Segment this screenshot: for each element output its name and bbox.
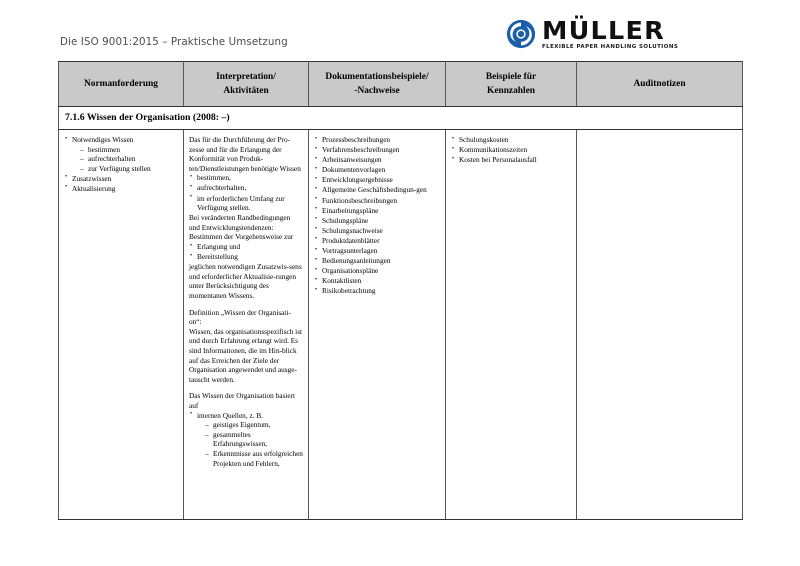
list-item: • Schulungskosten [451, 135, 571, 145]
interpretation-paragraph-3: jeglichen notwendigen Zusatzwis-sens und erforderlicher Aktualisie-rungen unter Berücksichtigung des momentanen Wissens. [189, 262, 302, 300]
paragraph-spacer [189, 384, 303, 391]
list-item: • Schulungsnachweise [314, 226, 440, 236]
list-item: • Kommunikationszeiten [451, 145, 571, 155]
cell-normanforderung [59, 130, 184, 520]
normanforderung-list [64, 135, 178, 194]
list-item: • Erlangung und [189, 242, 303, 252]
list-item: • Aktualisierung [64, 184, 178, 194]
list-item: • Bereitstellung [189, 252, 303, 262]
list-item: • Dokumentenvorlagen [314, 165, 440, 175]
list-item: • Funktionsbeschreibungen [314, 196, 440, 206]
logo-wordmark: MÜLLER [542, 16, 665, 45]
interpretation-definition-heading: Definition „Wissen der Organisati-on“: [189, 307, 291, 327]
document-header [0, 0, 800, 60]
list-item: • Produktdatenblätter [314, 236, 440, 246]
list-item: • Einarbeitungspläne [314, 206, 440, 216]
list-item: – bestimmen [80, 145, 178, 155]
list-item: • Arbeitsanweisungen [314, 155, 440, 165]
list-item: • bestimmen, [189, 173, 303, 183]
cell-auditnotizen [577, 130, 743, 520]
list-item: • Notwendiges Wissen – bestimmen – aufrechterhalten – zur Verfügung stellen [64, 135, 178, 173]
list-item: • Prozessbeschreibungen [314, 135, 440, 145]
list-item: • Kosten bei Personalausfall [451, 155, 571, 165]
document-title: Die ISO 9001:2015 – Praktische Umsetzung [60, 36, 288, 48]
section-heading-cell: 7.1.6 Wissen der Organisation (2008: –) [59, 107, 743, 130]
dokumentation-list [314, 135, 440, 296]
list-item: • Allgemeine Geschäftsbedingun-gen [314, 185, 440, 195]
logo-tagline: FLEXIBLE PAPER HANDLING SOLUTIONS [542, 44, 679, 50]
table-row [59, 130, 743, 520]
list-item: – Erkenntnisse aus erfolgreichen Projekten und Fehlern, [205, 449, 303, 468]
list-item: • Vortragsunterlagen [314, 246, 440, 256]
list-item: • internen Quellen, z. B. – geistiges Eigentum, – gesammeltes Erfahrungswissen, – Erkenntnisse aus erfolgreichen Projekten und Fehlern, [189, 411, 303, 469]
company-logo [506, 17, 688, 53]
interpretation-definition-body: Wissen, das organisationsspezifisch ist und durch Erfahrung erlangt wird. Es sind Informationen, die im Hin-blick auf das Erreichen der Ziele der Organisation angewendet und ausge-tauscht werden. [189, 326, 303, 384]
sub-list [72, 145, 178, 174]
cell-interpretation [184, 130, 309, 520]
list-item: • Organisationspläne [314, 266, 440, 276]
iso-requirements-table [58, 61, 743, 520]
interpretation-list-1 [189, 173, 303, 212]
column-header-kennzahlen: Beispiele für Kennzahlen [446, 62, 577, 107]
list-item: • im erforderlichen Umfang zur Verfügung stellen. [189, 194, 303, 213]
list-item: – aufrechterhalten [80, 154, 178, 164]
interpretation-paragraph-1: Das für die Durchführung der Pro-zesse und für die Erlangung der Konformität von Produk-ten/Dienstleistungen benötigte Wissen [189, 135, 301, 173]
column-header-normanforderung: Normanforderung [59, 62, 184, 107]
list-item: • Risikobetrachtung [314, 286, 440, 296]
list-item: • aufrechterhalten, [189, 183, 303, 193]
list-item: – zur Verfügung stellen [80, 164, 178, 174]
sub-list [197, 420, 303, 468]
cell-kennzahlen [446, 130, 577, 520]
section-heading-row [59, 107, 743, 130]
column-header-auditnotizen: Auditnotizen [577, 62, 743, 107]
kennzahlen-list [451, 135, 571, 165]
table-header-row [59, 62, 743, 107]
paragraph-spacer [189, 301, 303, 308]
list-item: • Zusatzwissen [64, 174, 178, 184]
list-item: – geistiges Eigentum, [205, 420, 303, 430]
list-item: • Bedienungsanleitungen [314, 256, 440, 266]
list-item: • Verfahrensbeschreibungen [314, 145, 440, 155]
list-item: • Entwicklungsergebnisse [314, 175, 440, 185]
interpretation-paragraph-6: Das Wissen der Organisation basiert auf [189, 391, 296, 410]
list-item: • Schulungspläne [314, 216, 440, 226]
muller-swirl-icon [506, 19, 536, 49]
interpretation-paragraph-2: Bei veränderten Randbedingungen und Entwicklungstendenzen: Bestimmen der Vorgehensweise zur [189, 213, 294, 242]
column-header-interpretation: Interpretation/ Aktivitäten [184, 62, 309, 107]
interpretation-list-2 [189, 242, 303, 262]
interpretation-list-3 [189, 411, 303, 469]
list-item: – gesammeltes Erfahrungswissen, [205, 430, 303, 449]
column-header-dokumentationsbeispiele: Dokumentationsbeispiele/ -Nachweise [309, 62, 446, 107]
list-item: • Kontaktlisten [314, 276, 440, 286]
cell-dokumentationsbeispiele [309, 130, 446, 520]
